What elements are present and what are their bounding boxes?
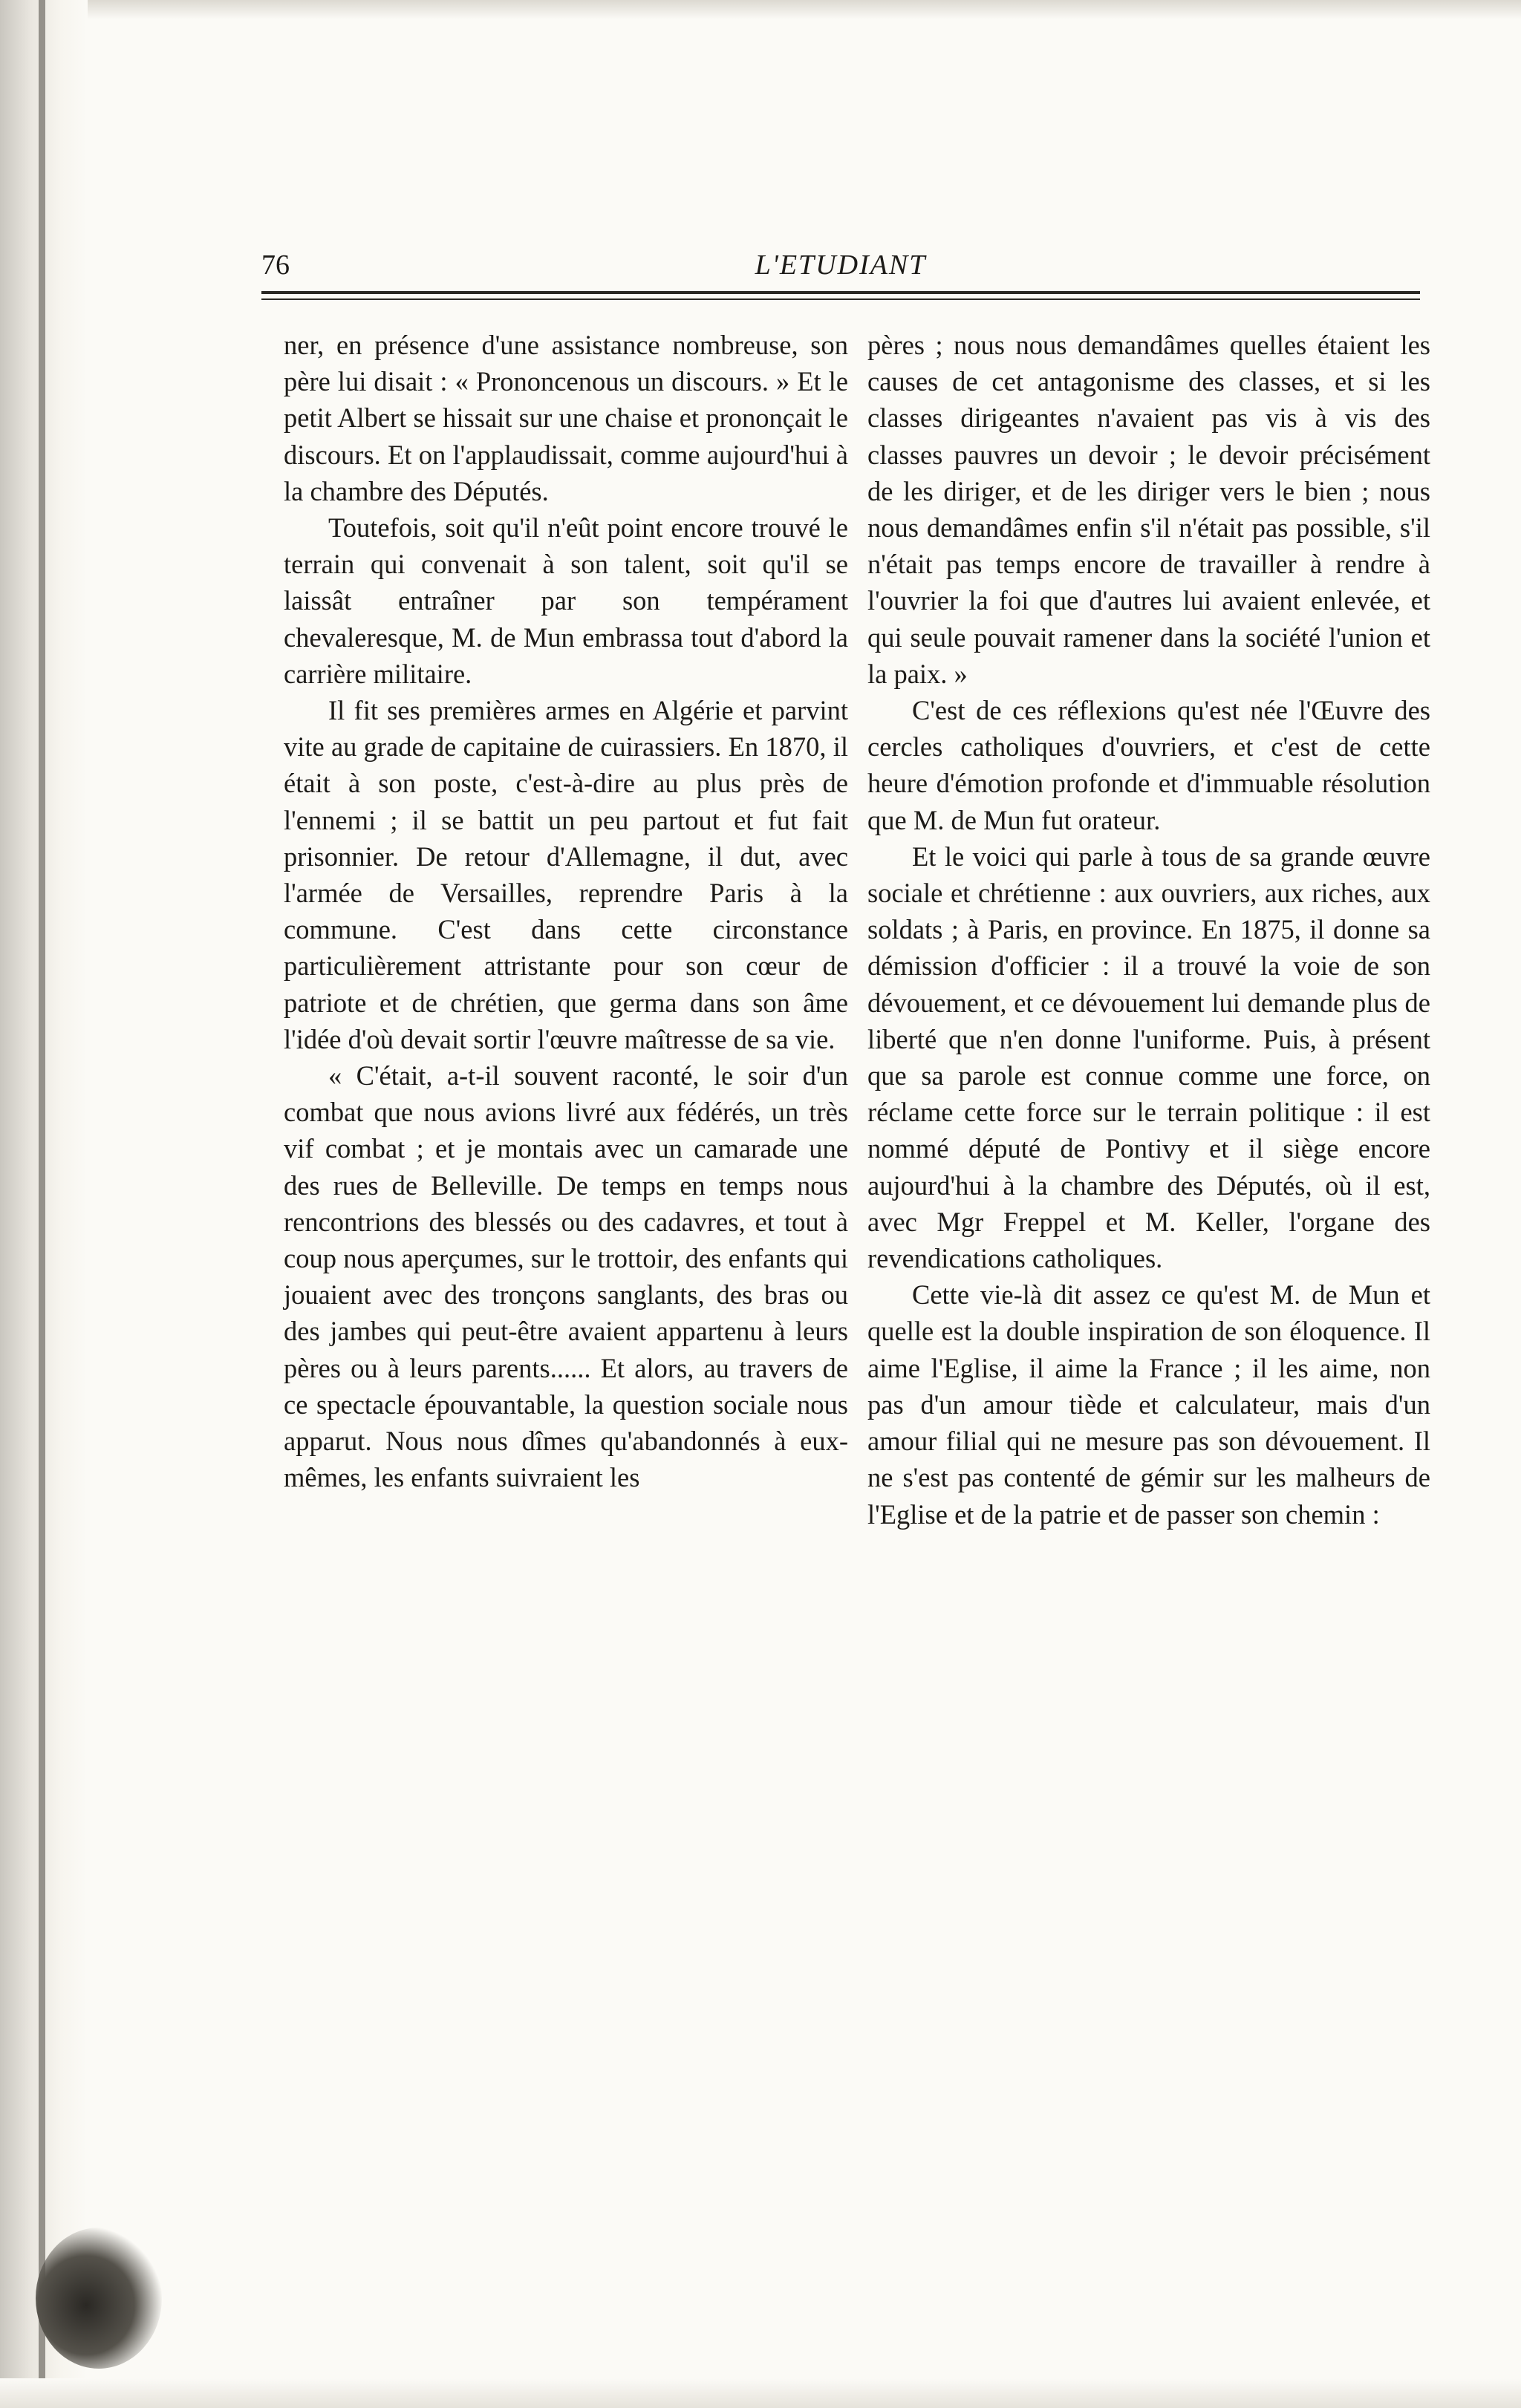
- paragraph: « C'était, a-t-il souvent raconté, le soir d'un combat que nous avions livré aux fédérés, un très vif combat ; et je montais avec un camarade une des rues de Belleville. De temps en temps nous rencontrions des blessés ou des cadavres, et tout à coup nous aperçumes, sur le trottoir, des enfants qui jouaient avec des tronçons sanglants, des bras ou des jambes qui peut-être avaient appartenu à leurs pères ou à leurs parents...... Et alors, au travers de ce spectacle épouvantable, la question sociale nous apparut. Nous nous dîmes qu'abandonnés à eux-mêmes, les enfants suivraient les: [284, 1060, 848, 1493]
- header-rule-thick: [261, 291, 1420, 294]
- page-number: 76: [261, 249, 290, 281]
- page-header: [261, 247, 1420, 291]
- paragraph: Toutefois, soit qu'il n'eût point encore trouvé le terrain qui convenait à son talent, soit qu'il se laissât entraîner par son tempérament chevaleresque, M. de Mun embrassa tout d'abord la carrière militaire.: [284, 512, 848, 689]
- page-top-edge: [0, 0, 1521, 19]
- paragraph: C'est de ces réflexions qu'est née l'Œuvre des cercles catholiques d'ouvriers, et c'est de cette heure d'émotion profonde et d'immuable résolution que M. de Mun fut orateur.: [867, 695, 1430, 835]
- text-column-left: [284, 327, 848, 1496]
- paragraph: Cette vie-là dit assez ce qu'est M. de Mun et quelle est la double inspiration de son éloquence. Il aime l'Eglise, il aime la France ; il les aime, non pas d'un amour tiède et calculateur, mais d'un amour filial qui ne mesure pas son dévouement. Il ne s'est pas contenté de gémir sur les malheurs de l'Eglise et de la patrie et de passer son chemin :: [867, 1279, 1430, 1530]
- paragraph: Et le voici qui parle à tous de sa grande œuvre sociale et chrétienne : aux ouvriers, aux riches, aux soldats ; à Paris, en province. En 1875, il donne sa démission d'officier : il a trouvé la voie de son dévouement, et ce dévouement lui demande plus de liberté que n'en donne l'uniforme. Puis, à présent que sa parole est connue comme une force, on réclame cette force sur le terrain politique : il est nommé député de Pontivy et il siège encore aujourd'hui à la chambre des Députés, où il est, avec Mgr Freppel et M. Keller, l'organe des revendications catholiques.: [867, 841, 1430, 1274]
- running-title: L'ETUDIANT: [755, 249, 927, 281]
- paragraph: Il fit ses premières armes en Algérie et parvint vite au grade de capitaine de cuirassiers. En 1870, il était à son poste, c'est-à-dire au plus près de l'ennemi ; il se battit un peu partout et fut fait prisonnier. De retour d'Allemagne, il dut, avec l'armée de Versailles, reprendre Paris à la commune. C'est dans cette circonstance particulièrement attristante pour son cœur de patriote et de chrétien, que germa dans son âme l'idée d'où devait sortir l'œuvre maîtresse de sa vie.: [284, 695, 848, 1054]
- binding-edge: [39, 0, 45, 2408]
- ink-blot: [36, 2228, 162, 2369]
- header-rule-thin: [261, 298, 1420, 300]
- text-column-right: [867, 327, 1430, 1533]
- paragraph: ner, en présence d'une assistance nombreuse, son père lui disait : « Prononcenous un discours. » Et le petit Albert se hissait sur une chaise et prononçait le discours. Et on l'applaudissait, comme aujourd'hui à la chambre des Députés.: [284, 330, 848, 506]
- page-bottom-edge: [0, 2378, 1521, 2408]
- paragraph: pères ; nous nous demandâmes quelles étaient les causes de cet antagonisme des classes, et si les classes dirigeantes n'avaient pas vis à vis des classes pauvres un devoir ; le devoir précisément de les diriger, et de les diriger vers le bien ; nous nous demandâmes enfin s'il n'était pas possible, s'il n'était pas temps encore de travailler à rendre à l'ouvrier la foi que d'autres lui avaient enlevée, et qui seule pouvait ramener dans la société l'union et la paix. »: [867, 330, 1430, 689]
